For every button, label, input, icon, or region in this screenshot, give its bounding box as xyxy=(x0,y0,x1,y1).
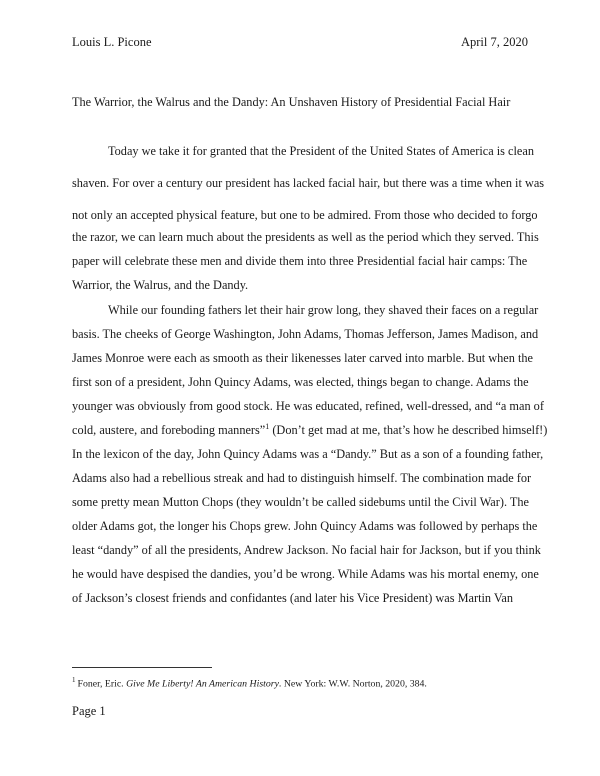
body-line: In the lexicon of the day, John Quincy Adams was a “Dandy.” But as a son of a founding father, xyxy=(72,447,544,461)
footnote-publication: . New York: W.W. Norton, 2020, 384. xyxy=(278,678,427,690)
body-line: basis. The cheeks of George Washington, John Adams, Thomas Jefferson, James Madison, and xyxy=(72,327,539,341)
body-line: first son of a president, John Quincy Adams, was elected, things began to change. Adams the xyxy=(72,375,529,389)
body-line: of Jackson’s closest friends and confidantes (and later his Vice President) was Martin Van xyxy=(72,591,514,605)
body-line: James Monroe were each as smooth as their likenesses later carved into marble. But when the xyxy=(72,351,533,365)
header-date: April 7, 2020 xyxy=(460,35,528,49)
quote-continuation: (Don’t get mad at me, that’s how he described himself!) xyxy=(269,423,548,437)
footnote xyxy=(72,676,427,689)
header-author: Louis L. Picone xyxy=(72,35,152,49)
footnote-author: Foner, Eric. xyxy=(77,678,124,690)
footnote-divider xyxy=(72,667,212,668)
body-line: shaven. For over a century our president has lacked facial hair, but there was a time when it was xyxy=(72,176,545,190)
body-line: the razor, we can learn much about the presidents as well as the period which they served. This xyxy=(72,230,539,244)
body-line: While our founding fathers let their hair grow long, they shaved their faces on a regular xyxy=(108,303,539,317)
body-line: paper will celebrate these men and divide them into three Presidential facial hair camps: The xyxy=(72,254,528,268)
footnote-book-title: Give Me Liberty! An American History xyxy=(126,678,279,690)
footnote-marker[interactable]: 1 xyxy=(265,421,270,431)
body-line: some pretty mean Mutton Chops (they wouldn’t be called sidebums until the Civil War). The xyxy=(72,495,530,509)
page-number: Page 1 xyxy=(72,704,106,718)
body-line: Warrior, the Walrus, and the Dandy. xyxy=(72,278,249,292)
body-line: Adams also had a rebellious streak and had to distinguish himself. The combination made for xyxy=(72,471,532,485)
essay-title: The Warrior, the Walrus and the Dandy: An Unshaven History of Presidential Facial Hair xyxy=(72,95,511,109)
body-line: not only an accepted physical feature, but one to be admired. From those who decided to forgo xyxy=(72,208,538,222)
body-line: Today we take it for granted that the President of the United States of America is clean xyxy=(108,144,534,158)
quote-text: cold, austere, and foreboding manners” xyxy=(72,423,266,437)
body-line-with-footnote xyxy=(72,423,547,438)
footnote-number: 1 xyxy=(72,676,76,684)
body-line: older Adams got, the longer his Chops grew. John Quincy Adams was followed by perhaps the xyxy=(72,519,538,533)
body-line: he would have despised the dandies, you’d be wrong. While Adams was his mortal enemy, one xyxy=(72,567,539,581)
body-line: younger was obviously from good stock. He was educated, refined, well-dressed, and “a man of xyxy=(72,399,544,413)
body-line: least “dandy” of all the presidents, Andrew Jackson. No facial hair for Jackson, but if you think xyxy=(72,543,541,557)
